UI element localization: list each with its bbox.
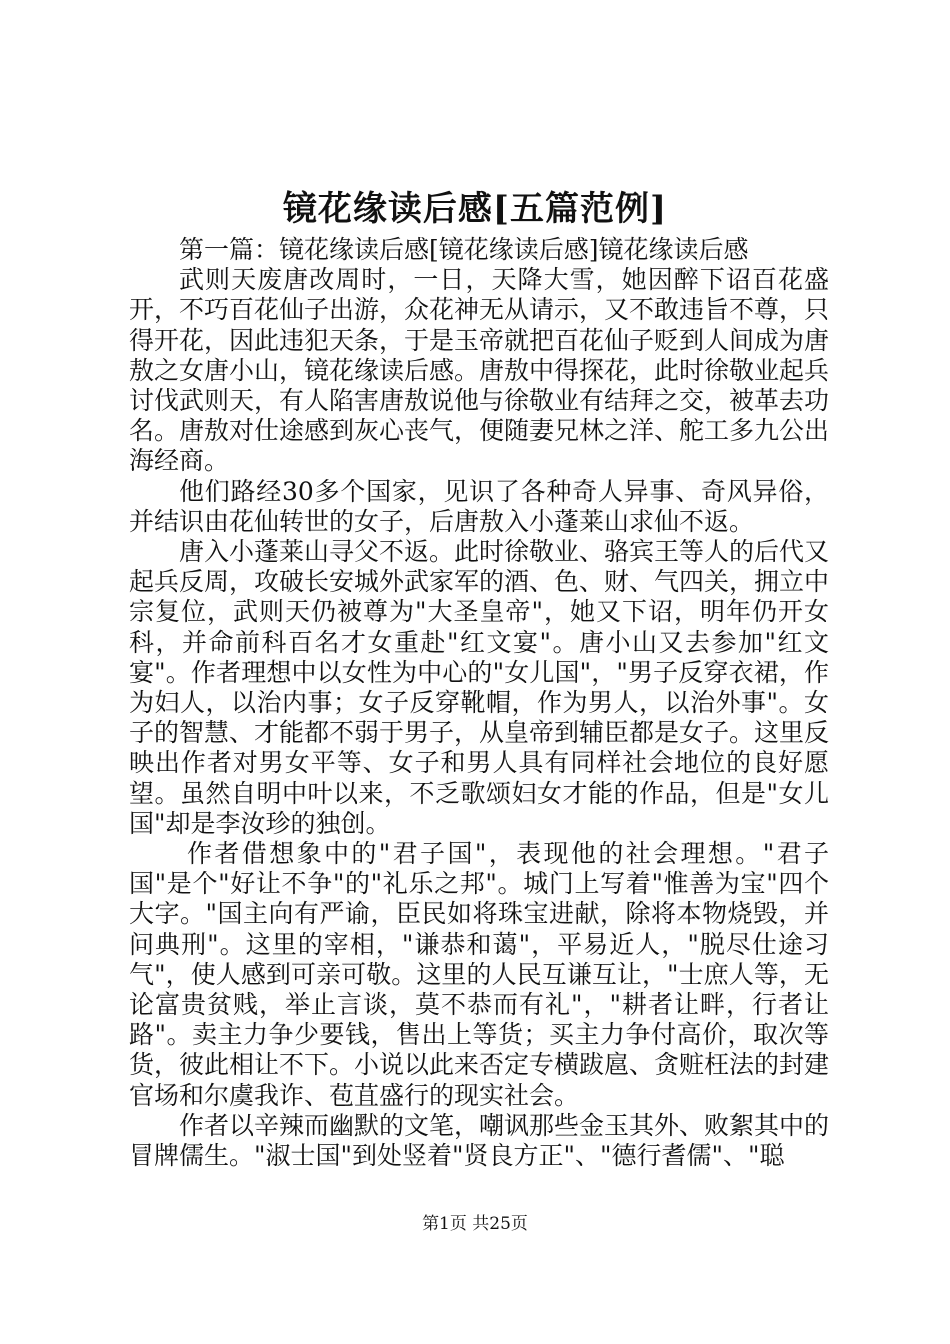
body-paragraph: 作者借想象中的"君子国"，表现他的社会理想。"君子国"是个"好让不争"的"礼乐之邦"。城门上写着"惟善为宝"四个大字。"国主向有严谕，臣民如将珠宝进献，除将本物烧毁，并问典刑"。这里的宰相，"谦恭和蔼"，平易近人，"脱尽仕途习气"，使人感到可亲可敬。这里的人民互谦互让，"士庶人等，无论富贵贫贱，举止言谈，莫不恭而有礼"，"耕者让畔，行者让路"。卖主力争少要钱，售出上等货；买主力争付高价，取次等货，彼此相让不下。小说以此来否定专横跋扈、贪赃枉法的封建官场和尔虞我诈、苞苴盛行的现实社会。 (129, 839, 830, 1110)
page-number-footer: 第1页 共25页 (422, 1214, 528, 1234)
body-paragraph: 他们路经30多个国家，见识了各种奇人异事、奇风异俗，并结识由花仙转世的女子，后唐敖入小蓬莱山求仙不返。 (129, 476, 829, 536)
body-paragraph: 作者以辛辣而幽默的文笔，嘲讽那些金玉其外、败絮其中的冒牌儒生。"淑士国"到处竖着"贤良方正"、"德行耆儒"、"聪 (129, 1110, 830, 1171)
document-body (129, 235, 829, 1171)
section-heading: 第一篇：镜花缘读后感[镜花缘读后感]镜花缘读后感 (179, 235, 749, 264)
body-paragraph: 唐入小蓬莱山寻父不返。此时徐敬业、骆宾王等人的后代又起兵反周，攻破长安城外武家军的酒、色、财、气四关，拥立中宗复位，武则天仍被尊为"大圣皇帝"，她又下诏，明年仍开女科，并命前科百名才女重赴"红文宴"。唐小山又去参加"红文宴"。作者理想中以女性为中心的"女儿国"，"男子反穿衣裙，作为妇人，以治内事；女子反穿靴帽，作为男人，以治外事"。女子的智慧、才能都不弱于男子，从皇帝到辅臣都是女子。这里反映出作者对男女平等、女子和男人具有同样社会地位的良好愿望。虽然自明中叶以来，不乏歌颂妇女才能的作品，但是"女儿国"却是李汝珍的独创。 (129, 537, 830, 838)
document-title: 镜花缘读后感[五篇范例] (282, 189, 668, 229)
body-paragraph: 武则天废唐改周时，一日，天降大雪，她因醉下诏百花盛开，不巧百花仙子出游，众花神无从请示，又不敢违旨不尊，只得开花，因此违犯天条，于是玉帝就把百花仙子贬到人间成为唐敖之女唐小山，镜花缘读后感。唐敖中得探花，此时徐敬业起兵讨伐武则天，有人陷害唐敖说他与徐敬业有结拜之交，被革去功名。唐敖对仕途感到灰心丧气，便随妻兄林之洋、舵工多九公出海经商。 (129, 265, 830, 476)
